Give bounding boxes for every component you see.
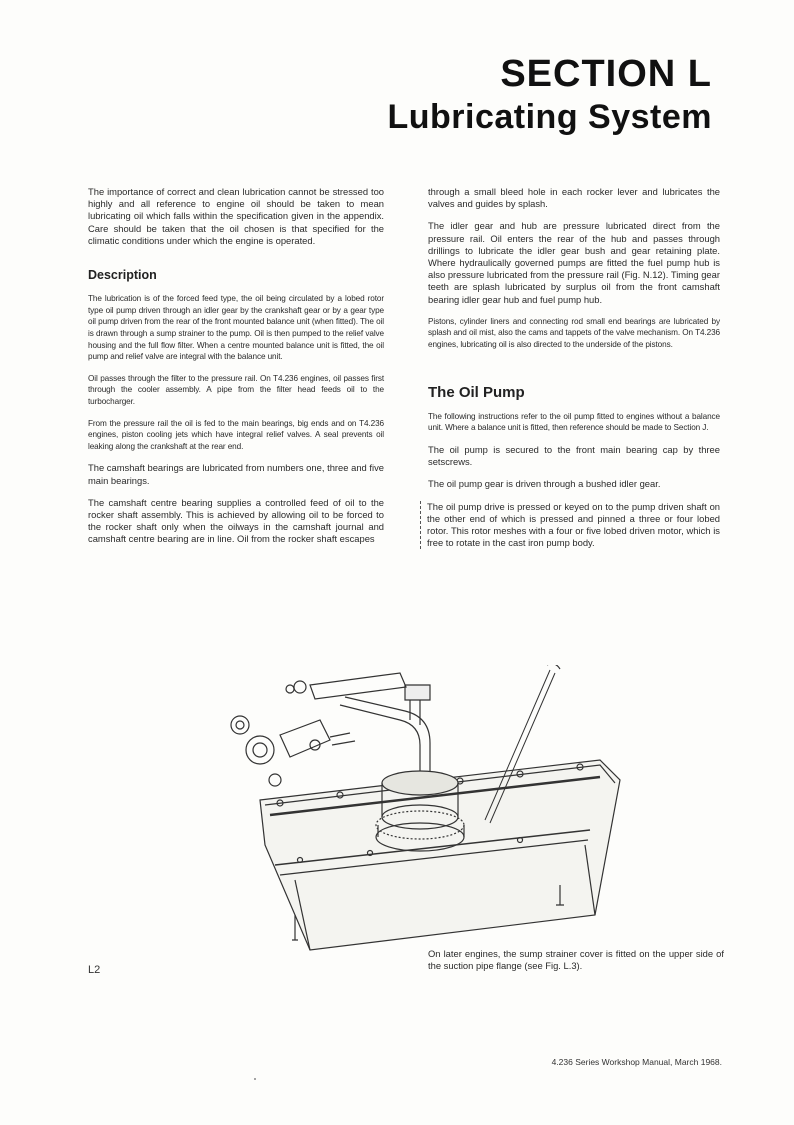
description-paragraph-4: The camshaft bearings are lubricated from numbers one, three and five main bearings. [88,462,384,486]
scan-speck [254,1078,256,1080]
oil-pump-heading: The Oil Pump [428,383,525,401]
right-column [428,186,720,559]
oil-pump-paragraph-4: The oil pump drive is pressed or keyed on to the pump driven shaft on the other end of which is pressed and pinned a three or four lobed rotor. This rotor meshes with a four or five lobed driven motor, which is free to rotate in the cast iron pump body. [420,501,720,550]
manual-footer: 4.236 Series Workshop Manual, March 1968. [551,1057,722,1067]
right-paragraph-1: through a small bleed hole in each rocker lever and lubricates the valves and guides by splash. [428,186,720,210]
section-header [387,52,712,138]
oil-pump-paragraph-2: The oil pump is secured to the front main bearing cap by three setscrews. [428,444,720,468]
oil-pump-paragraph-1: The following instructions refer to the oil pump fitted to engines without a balance unit. Where a balance unit is fitted, then reference should be made to Section J. [428,411,720,433]
sump-and-oil-pump-illustration [220,665,740,965]
description-heading: Description [88,268,157,283]
oil-pump-paragraph-3: The oil pump gear is driven through a bushed idler gear. [428,478,661,490]
description-paragraph-1: The lubrication is of the forced feed type, the oil being circulated by a lobed rotor type oil pump driven through an idler gear by the crankshaft gear or by a gear type oil pump driven from the rear of the front mounted balance unit (when fitted). The oil is drawn through a sump strainer to the pump. Oil is then pumped to the relief valve housing and the full flow filter. When a centre mounted balance unit is fitted, the oil pump and relief valve are integral with the balance unit. [88,294,384,362]
figure-caption: On later engines, the sump strainer cover is fitted on the upper side of the suction pipe flange (see Fig. L.3). [428,948,724,972]
page-number: L2 [88,964,101,976]
intro-paragraph: The importance of correct and clean lubrication cannot be stressed too highly and all reference to engine oil should be taken to mean lubricating oil which falls within the specification given in the appendix. Care should be taken that the oil chosen is that specified for the climatic conditions under which the engine is operated. [88,186,384,246]
description-paragraph-3: From the pressure rail the oil is fed to the main bearings, big ends and on T4.236 engines, piston cooling jets which have integral relief valves. A seal prevents oil leaking along the crankshaft at the rear end. [88,418,384,451]
section-title: Lubricating System [387,98,712,136]
right-paragraph-3: Pistons, cylinder liners and connecting rod small end bearings are lubricated by splash and oil mist, also the cams and tappets of the valve mechanism. On T4.236 engines, lubricating oil is also directed to the underside of the pistons. [428,316,720,350]
description-paragraph-5: The camshaft centre bearing supplies a controlled feed of oil to the rocker shaft assembly. This is achieved by allowing oil to be forced to the rocker shaft only when the oilways in the camshaft journal and camshaft centre bearing are in line. Oil from the rocker shaft escapes [88,496,384,545]
section-label: SECTION L [500,53,712,95]
right-paragraph-2: The idler gear and hub are pressure lubricated direct from the pressure rail. Oil enters the rear of the hub and passes through drillings to lubricate the idler gear bush and gear retaining plate. Where hydraulically governed pumps are fitted the fuel pump hub is also pressure lubricated from the pressure rail (Fig. N.12). Timing gear teeth are splash lubricated by surplus oil from the front camshaft bearing idler gear hub and fuel pump hub. [428,220,720,305]
left-column [88,186,384,556]
description-paragraph-2: Oil passes through the filter to the pressure rail. On T4.236 engines, oil passes first through the cooler assembly. A pipe from the filter head feeds oil to the turbocharger. [88,373,384,406]
